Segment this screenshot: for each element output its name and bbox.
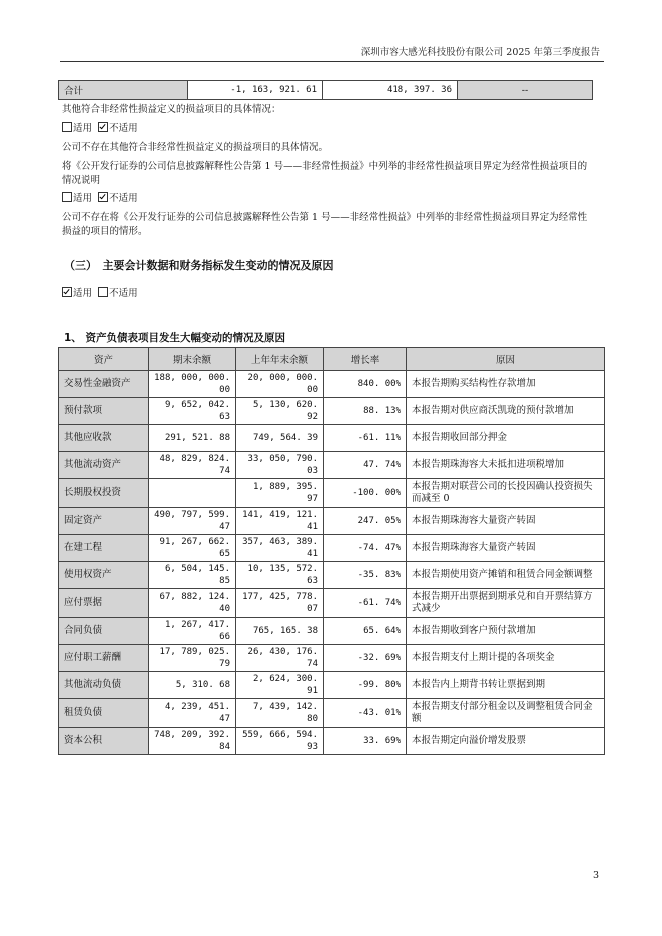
para-reclassify-note: 将《公开发行证券的公司信息披露解释性公告第 1 号——非经常性损益》中列举的非经常性损益项目界定为经常性损益项目的情况说明 bbox=[62, 161, 588, 186]
cell-item: 资本公积 bbox=[59, 728, 149, 755]
cell-item: 合同负债 bbox=[59, 618, 149, 645]
report-header: 深圳市容大感光科技股份有限公司 2025 年第三季度报告 bbox=[360, 47, 600, 58]
cell-growth-rate: 247. 05% bbox=[324, 508, 407, 535]
col-header-reason: 原因 bbox=[407, 348, 605, 371]
checkbox-apply-2[interactable] bbox=[62, 192, 72, 202]
total-value-1: -1, 163, 921. 61 bbox=[188, 81, 323, 100]
total-value-3: -- bbox=[458, 81, 593, 100]
cell-growth-rate: -74. 47% bbox=[324, 535, 407, 562]
option-apply-label: 适用 bbox=[73, 193, 93, 204]
table-row bbox=[59, 728, 605, 755]
table-row bbox=[59, 479, 605, 508]
table-row bbox=[59, 589, 605, 618]
cell-reason: 本报告期支付上期计提的各项奖金 bbox=[407, 645, 605, 672]
col-header-growth-rate: 增长率 bbox=[324, 348, 407, 371]
table-row bbox=[59, 618, 605, 645]
cell-ending-balance: 291, 521. 88 bbox=[149, 425, 236, 452]
subsection-1-title: 1、 资产负债表项目发生大幅变动的情况及原因 bbox=[64, 332, 285, 344]
total-table bbox=[58, 80, 593, 100]
cell-item: 应付票据 bbox=[59, 589, 149, 618]
cell-prior-balance: 2, 624, 300. 91 bbox=[236, 672, 324, 699]
cell-item: 其他应收款 bbox=[59, 425, 149, 452]
cell-ending-balance bbox=[149, 479, 236, 508]
cell-ending-balance: 5, 310. 68 bbox=[149, 672, 236, 699]
cell-ending-balance: 17, 789, 025. 79 bbox=[149, 645, 236, 672]
cell-reason: 本报告期使用资产摊销和租赁合同金额调整 bbox=[407, 562, 605, 589]
option-row-3 bbox=[62, 287, 592, 301]
cell-growth-rate: -35. 83% bbox=[324, 562, 407, 589]
cell-reason: 本报告内上期背书转让票据到期 bbox=[407, 672, 605, 699]
table-row bbox=[59, 425, 605, 452]
option-not-apply-label: 不适用 bbox=[109, 288, 138, 299]
cell-prior-balance: 5, 130, 620. 92 bbox=[236, 398, 324, 425]
total-row bbox=[59, 81, 593, 100]
cell-ending-balance: 1, 267, 417. 66 bbox=[149, 618, 236, 645]
option-row-1 bbox=[62, 122, 592, 136]
total-value-2: 418, 397. 36 bbox=[323, 81, 458, 100]
table-row bbox=[59, 371, 605, 398]
cell-ending-balance: 67, 882, 124. 40 bbox=[149, 589, 236, 618]
checkbox-apply-3[interactable] bbox=[62, 287, 72, 297]
cell-reason: 本报告期珠海容大量资产转固 bbox=[407, 535, 605, 562]
cell-ending-balance: 9, 652, 042. 63 bbox=[149, 398, 236, 425]
table-row bbox=[59, 562, 605, 589]
cell-item: 其他流动负债 bbox=[59, 672, 149, 699]
para-other-items: 其他符合非经常性损益定义的损益项目的具体情况： bbox=[62, 104, 281, 115]
cell-prior-balance: 1, 889, 395. 97 bbox=[236, 479, 324, 508]
cell-item: 在建工程 bbox=[59, 535, 149, 562]
cell-item: 长期股权投资 bbox=[59, 479, 149, 508]
cell-growth-rate: 33. 69% bbox=[324, 728, 407, 755]
cell-ending-balance: 6, 504, 145. 85 bbox=[149, 562, 236, 589]
cell-growth-rate: 65. 64% bbox=[324, 618, 407, 645]
checkbox-not-apply-1[interactable] bbox=[98, 122, 108, 132]
cell-reason: 本报告期收到客户预付款增加 bbox=[407, 618, 605, 645]
cell-ending-balance: 748, 209, 392. 84 bbox=[149, 728, 236, 755]
cell-prior-balance: 33, 050, 790. 03 bbox=[236, 452, 324, 479]
total-label: 合计 bbox=[59, 81, 188, 100]
cell-prior-balance: 141, 419, 121. 41 bbox=[236, 508, 324, 535]
cell-prior-balance: 559, 666, 594. 93 bbox=[236, 728, 324, 755]
cell-reason: 本报告期珠海容大未抵扣进项税增加 bbox=[407, 452, 605, 479]
cell-reason: 本报告期支付部分租金以及调整租赁合同金额 bbox=[407, 699, 605, 728]
cell-prior-balance: 749, 564. 39 bbox=[236, 425, 324, 452]
cell-ending-balance: 91, 267, 662. 65 bbox=[149, 535, 236, 562]
balance-change-table bbox=[58, 347, 605, 755]
checkbox-not-apply-2[interactable] bbox=[98, 192, 108, 202]
cell-growth-rate: -32. 69% bbox=[324, 645, 407, 672]
checkbox-not-apply-3[interactable] bbox=[98, 287, 108, 297]
cell-item: 预付款项 bbox=[59, 398, 149, 425]
cell-reason: 本报告期珠海容大量资产转固 bbox=[407, 508, 605, 535]
cell-growth-rate: 47. 74% bbox=[324, 452, 407, 479]
table-row bbox=[59, 645, 605, 672]
para-no-reclassify: 公司不存在将《公开发行证券的公司信息披露解释性公告第 1 号——非经常性损益》中列举的非经常性损益项目界定为经常性损益的项目的情形。 bbox=[62, 212, 588, 237]
cell-reason: 本报告期定向溢价增发股票 bbox=[407, 728, 605, 755]
cell-prior-balance: 765, 165. 38 bbox=[236, 618, 324, 645]
header-divider bbox=[60, 61, 604, 62]
cell-item: 使用权资产 bbox=[59, 562, 149, 589]
option-apply-label: 适用 bbox=[73, 123, 93, 134]
table-row bbox=[59, 452, 605, 479]
cell-growth-rate: 88. 13% bbox=[324, 398, 407, 425]
table-row bbox=[59, 535, 605, 562]
cell-growth-rate: -43. 01% bbox=[324, 699, 407, 728]
table-row bbox=[59, 398, 605, 425]
cell-item: 交易性金融资产 bbox=[59, 371, 149, 398]
cell-prior-balance: 20, 000, 000. 00 bbox=[236, 371, 324, 398]
table-row bbox=[59, 508, 605, 535]
cell-item: 固定资产 bbox=[59, 508, 149, 535]
cell-reason: 本报告期购买结构性存款增加 bbox=[407, 371, 605, 398]
cell-item: 应付职工薪酬 bbox=[59, 645, 149, 672]
cell-item: 租赁负债 bbox=[59, 699, 149, 728]
cell-reason: 本报告期收回部分押金 bbox=[407, 425, 605, 452]
cell-reason: 本报告期开出票据到期承兑和自开票结算方式减少 bbox=[407, 589, 605, 618]
cell-ending-balance: 48, 829, 824. 74 bbox=[149, 452, 236, 479]
cell-item: 其他流动资产 bbox=[59, 452, 149, 479]
cell-prior-balance: 7, 439, 142. 80 bbox=[236, 699, 324, 728]
col-header-ending-balance: 期末余额 bbox=[149, 348, 236, 371]
cell-ending-balance: 188, 000, 000. 00 bbox=[149, 371, 236, 398]
page-number: 3 bbox=[593, 870, 600, 881]
cell-growth-rate: -99. 80% bbox=[324, 672, 407, 699]
cell-reason: 本报告期对联营公司的长投因确认投资损失而减至 0 bbox=[407, 479, 605, 508]
cell-prior-balance: 177, 425, 778. 07 bbox=[236, 589, 324, 618]
cell-growth-rate: -100. 00% bbox=[324, 479, 407, 508]
cell-prior-balance: 357, 463, 389. 41 bbox=[236, 535, 324, 562]
option-apply-label: 适用 bbox=[73, 288, 93, 299]
col-header-prior-year-balance: 上年年末余额 bbox=[236, 348, 324, 371]
cell-prior-balance: 26, 430, 176. 74 bbox=[236, 645, 324, 672]
cell-growth-rate: -61. 11% bbox=[324, 425, 407, 452]
table-header-row bbox=[59, 348, 605, 371]
cell-ending-balance: 490, 797, 599. 47 bbox=[149, 508, 236, 535]
option-row-2 bbox=[62, 192, 592, 206]
cell-reason: 本报告期对供应商沃凯珑的预付款增加 bbox=[407, 398, 605, 425]
para-no-other-items: 公司不存在其他符合非经常性损益定义的损益项目的具体情况。 bbox=[62, 142, 329, 153]
option-not-apply-label: 不适用 bbox=[109, 123, 138, 134]
cell-growth-rate: 840. 00% bbox=[324, 371, 407, 398]
option-not-apply-label: 不适用 bbox=[109, 193, 138, 204]
cell-growth-rate: -61. 74% bbox=[324, 589, 407, 618]
col-header-asset: 资产 bbox=[59, 348, 149, 371]
cell-prior-balance: 10, 135, 572. 63 bbox=[236, 562, 324, 589]
table-row bbox=[59, 672, 605, 699]
section-3-title: （三） 主要会计数据和财务指标发生变动的情况及原因 bbox=[64, 259, 334, 272]
checkbox-apply-1[interactable] bbox=[62, 122, 72, 132]
cell-ending-balance: 4, 239, 451. 47 bbox=[149, 699, 236, 728]
table-row bbox=[59, 699, 605, 728]
